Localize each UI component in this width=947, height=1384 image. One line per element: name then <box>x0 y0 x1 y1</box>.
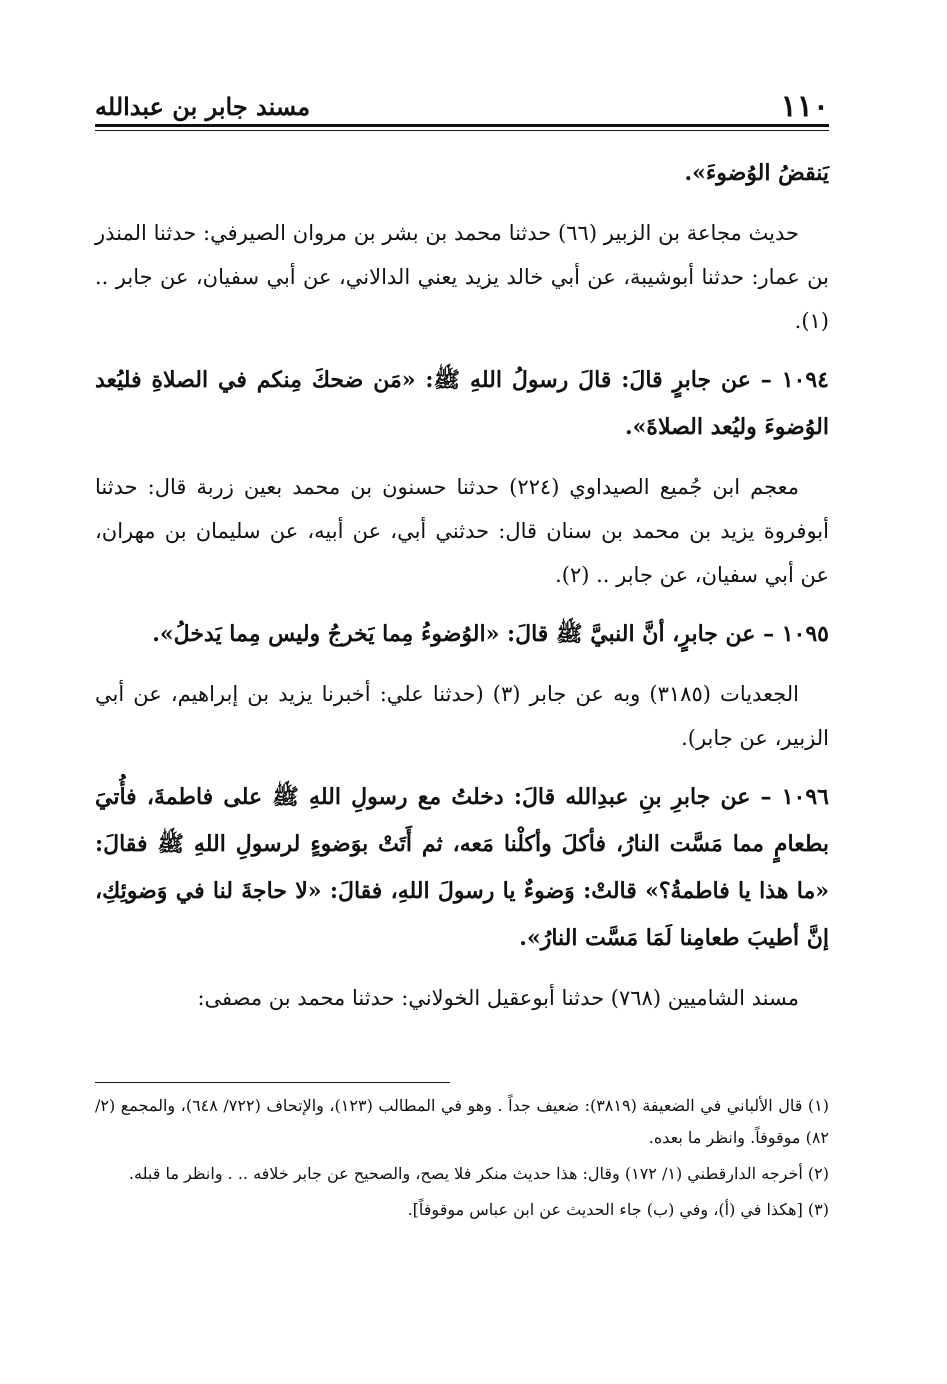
hadith-1096: ١٠٩٦ – عن جابرِ بنِ عبدِالله قالَ: دخلتُ مع رسولِ اللهِ ﷺ على فاطمةَ، فأُتيَ بطعامٍ مما مَسَّت النارُ، فأكلَ وأكلْنا مَعه، ثم أَتَتْ بوَضوءٍ لرسولِ اللهِ ﷺ فقالَ: «ما هذا يا فاطمةُ؟» قالتْ: وَضوءٌ يا رسولَ اللهِ، فقالَ: «لا حاجةَ لنا في وَضوئِكِ، إنَّ أطيبَ طعامِنا لَمَا مَسَّت النارُ». <box>95 784 829 951</box>
header-rule <box>95 124 829 127</box>
hadith-continuation: يَنقضُ الوُضوءَ». <box>684 160 829 186</box>
footnote-2: (٢) أخرجه الدارقطني (١/ ١٧٢) وقال: هذا حديث منكر فلا يصح، والصحيح عن جابر خلافه .. . وانظر ما قبله. <box>128 1164 829 1183</box>
source-citation: معجم ابن جُميع الصيداوي (٢٢٤) حدثنا حسنون بن محمد بعين زربة قال: حدثنا أبوفروة يزيد بن محمد بن سنان قال: حدثني أبي، عن أبيه، عن سليمان بن مهران، عن أبي سفيان، عن جابر .. (٢). <box>95 475 829 587</box>
hadith-1095: ١٠٩٥ – عن جابرٍ، أنَّ النبيَّ ﷺ قالَ: «الوُضوءُ مِما يَخرجُ وليس مِما يَدخلُ». <box>152 621 829 647</box>
footnote-1: (١) قال الألباني في الضعيفة (٣٨١٩): ضعيف جداً . وهو في المطالب (١٢٣)، والإتحاف (٧٢٢/ ٦٤٨)، والمجمع (٢/ ٨٢) موقوفاً. وانظر ما بعده. <box>95 1096 830 1147</box>
page-header <box>95 88 829 124</box>
footnote-3: (٣) [هكذا في (أ)، وفي (ب) جاء الحديث عن ابن عباس موقوفاً]. <box>407 1200 829 1219</box>
footnote-separator <box>95 1082 450 1083</box>
source-citation: مسند الشاميين (٧٦٨) حدثنا أبوعقيل الخولاني: حدثنا محمد بن مصفى: <box>197 986 799 1010</box>
source-citation: حديث مجاعة بن الزبير (٦٦) حدثنا محمد بن بشر بن مروان الصيرفي: حدثنا المنذر بن عمار: حدثنا أبوشيبة، عن أبي خالد يزيد يعني الدالاني، عن أبي سفيان، عن جابر .. (١). <box>95 221 829 333</box>
main-text <box>95 150 829 1034</box>
footnotes <box>95 1090 829 1230</box>
source-citation: الجعديات (٣١٨٥) وبه عن جابر (٣) (حدثنا علي: أخبرنا يزيد بن إبراهيم، عن أبي الزبير، عن جابر). <box>95 682 829 750</box>
running-title: مسند جابر بن عبدالله <box>95 92 311 121</box>
page-number: ١١٠ <box>780 89 829 124</box>
hadith-1094: ١٠٩٤ – عن جابرٍ قالَ: قالَ رسولُ اللهِ ﷺ: «مَن ضحكَ مِنكم في الصلاةِ فليُعد الوُضوءَ وليُعد الصلاةَ». <box>95 367 829 440</box>
header-rule-thin <box>95 130 829 131</box>
